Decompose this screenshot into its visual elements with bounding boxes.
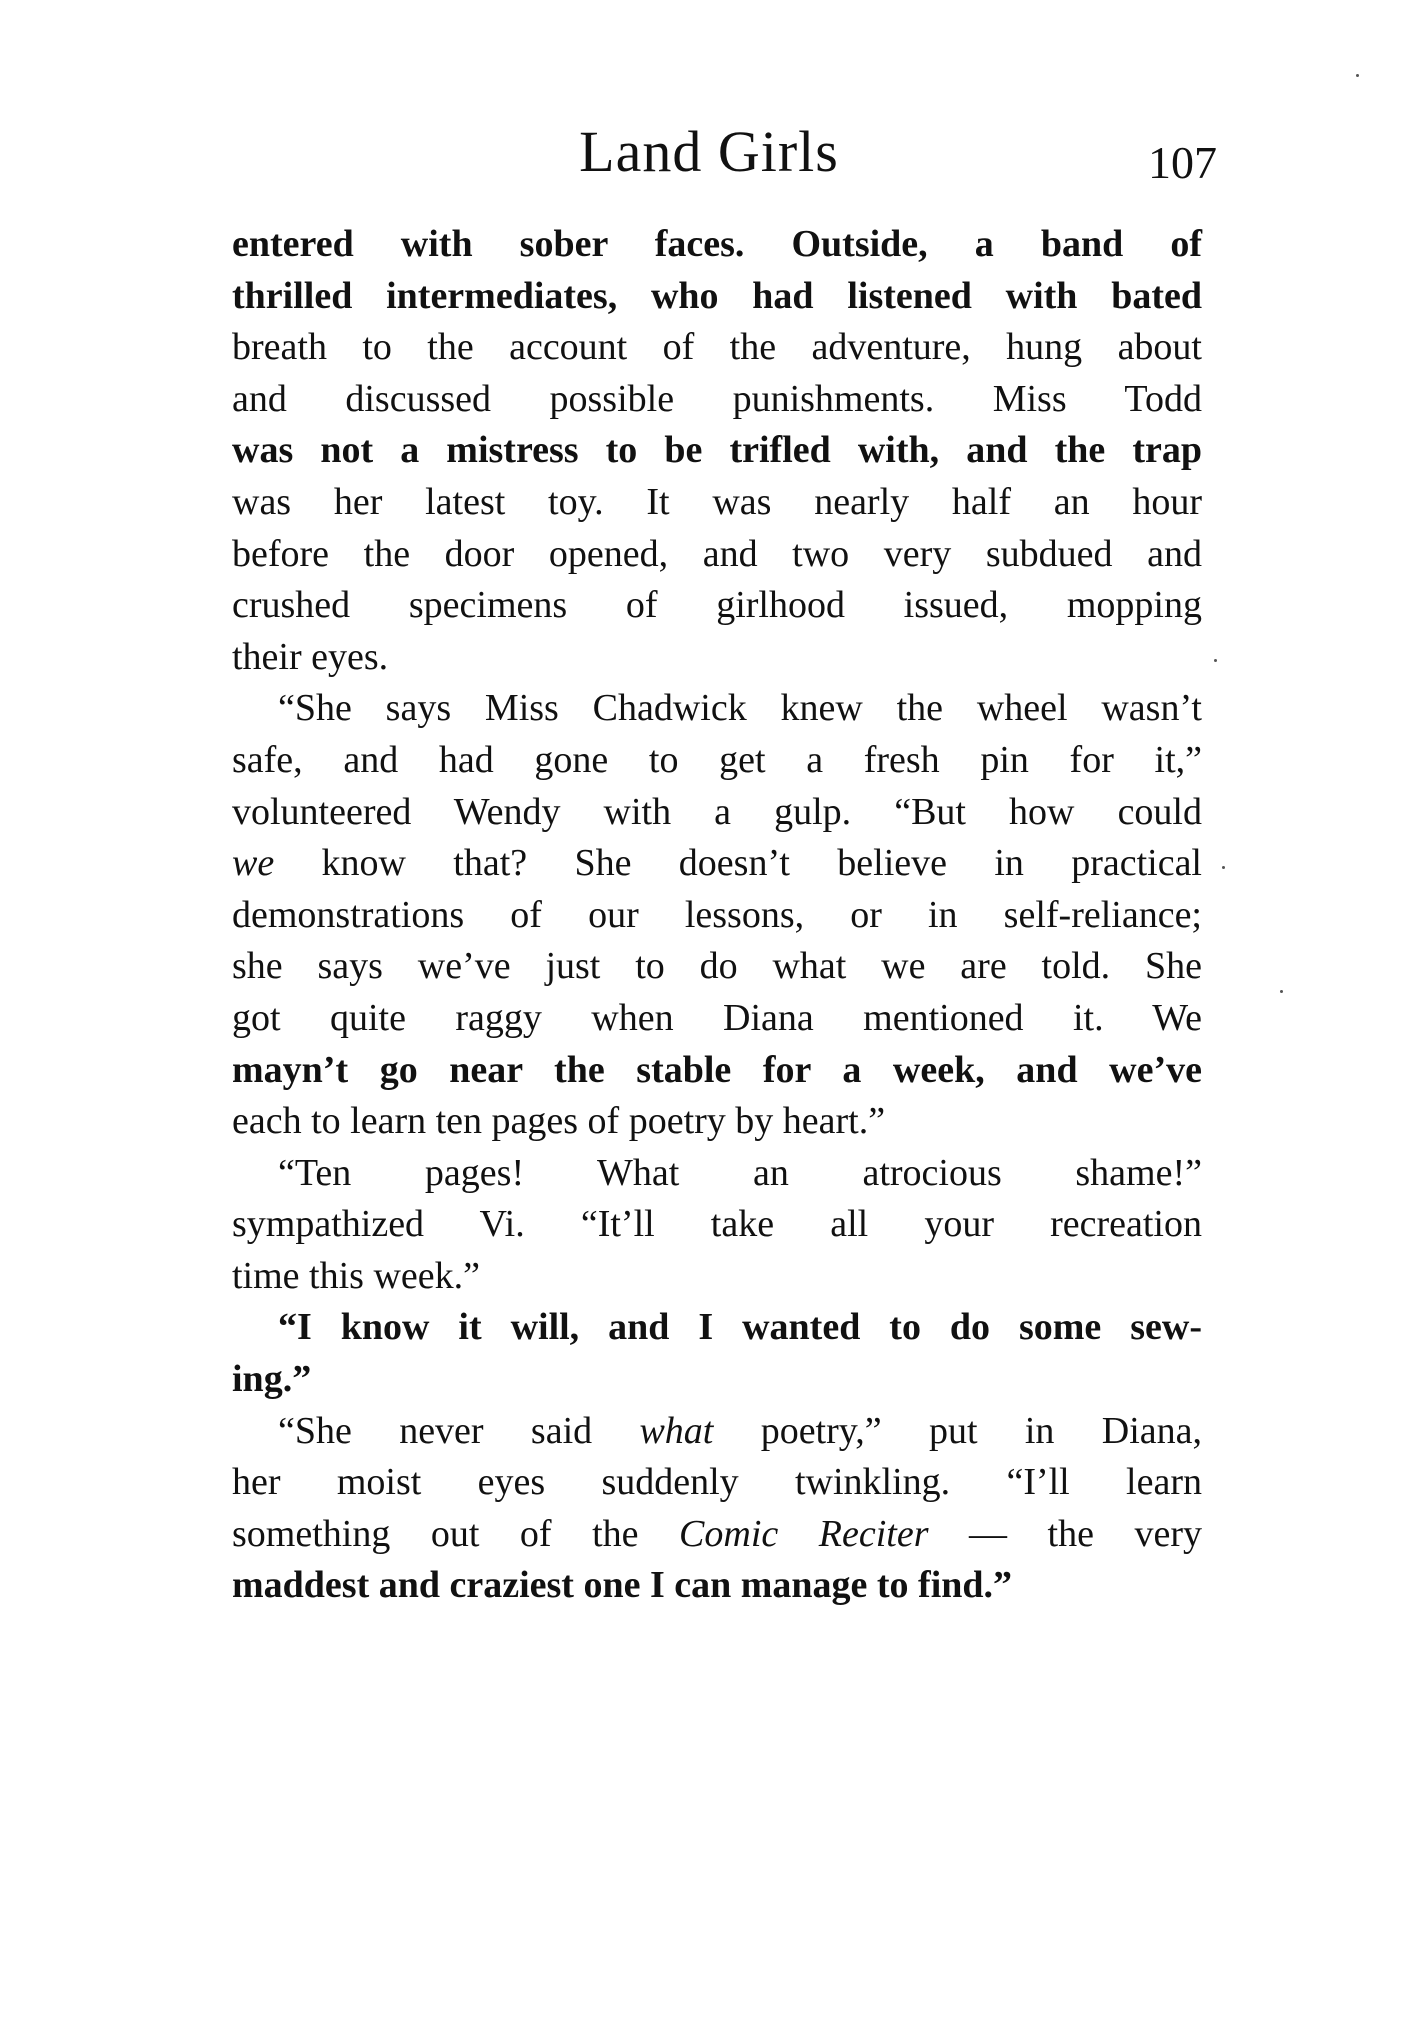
text-line: before the door opened, and two very subdued and bbox=[232, 532, 1202, 575]
text-line: volunteered Wendy with a gulp. “But how could bbox=[232, 790, 1202, 833]
line-rest: know that? She doesn’t believe in practical bbox=[274, 842, 1202, 885]
running-header-title: Land Girls bbox=[579, 119, 839, 184]
text-line bbox=[232, 1509, 1202, 1561]
page-number: 107 bbox=[1148, 137, 1217, 188]
text-line: mayn’t go near the stable for a week, and we’ve bbox=[232, 1048, 1202, 1091]
text-line: each to learn ten pages of poetry by heart.” bbox=[232, 1100, 886, 1143]
line-rest: — the very bbox=[928, 1512, 1202, 1555]
text-line: time this week.” bbox=[232, 1254, 480, 1297]
text-line: their eyes. bbox=[232, 635, 389, 678]
text-line: breath to the account of the adventure, hung about bbox=[232, 326, 1202, 369]
text-line: was her latest toy. It was nearly half an hour bbox=[232, 480, 1202, 523]
line-pre: something out of the bbox=[232, 1512, 680, 1555]
text-line: ing.” bbox=[232, 1358, 312, 1401]
text-line: her moist eyes suddenly twinkling. “I’ll learn bbox=[232, 1461, 1202, 1504]
text-line: crushed specimens of girlhood issued, mopping bbox=[232, 584, 1202, 627]
text-line: safe, and had gone to get a fresh pin for it,” bbox=[232, 738, 1202, 781]
text-line: sympathized Vi. “It’ll take all your recreation bbox=[232, 1203, 1202, 1246]
text-line: entered with sober faces. Outside, a band of bbox=[232, 223, 1202, 265]
italic-title: Comic Reciter bbox=[679, 1512, 929, 1555]
text-line: “She says Miss Chadwick knew the wheel wasn’t bbox=[278, 687, 1202, 730]
text-line: got quite raggy when Diana mentioned it. We bbox=[232, 996, 1202, 1039]
line-rest: poetry,” put in Diana, bbox=[713, 1409, 1202, 1452]
text-line: she says we’ve just to do what we are told. She bbox=[232, 945, 1202, 988]
text-line: “I know it will, and I wanted to do some sew- bbox=[278, 1306, 1202, 1349]
text-line bbox=[232, 1406, 1202, 1458]
italic-word: we bbox=[232, 842, 275, 885]
italic-word: what bbox=[639, 1409, 714, 1452]
text-line: demonstrations of our lessons, or in self-reliance; bbox=[232, 893, 1202, 936]
paper-speck bbox=[1222, 866, 1225, 869]
text-line: and discussed possible punishments. Miss Todd bbox=[232, 377, 1202, 420]
text-line: was not a mistress to be trifled with, and the trap bbox=[232, 429, 1202, 472]
paper-speck bbox=[1356, 74, 1359, 77]
text-line bbox=[232, 838, 1202, 890]
line-pre: “She never said bbox=[278, 1409, 640, 1452]
paper-speck bbox=[1280, 990, 1283, 993]
text-line: “Ten pages! What an atrocious shame!” bbox=[278, 1151, 1202, 1194]
body-text bbox=[232, 219, 1202, 1612]
paper-speck bbox=[1214, 659, 1217, 662]
text-line: maddest and craziest one I can manage to find.” bbox=[232, 1564, 1013, 1607]
text-line: thrilled intermediates, who had listened with bated bbox=[232, 274, 1202, 317]
